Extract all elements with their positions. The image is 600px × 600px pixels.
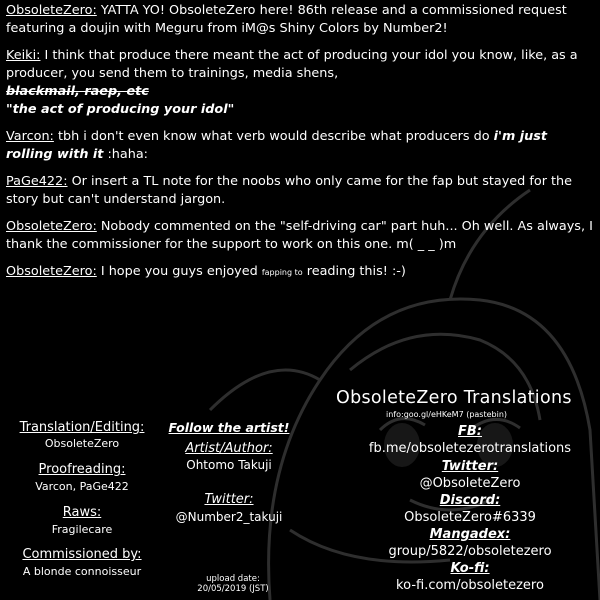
speaker: PaGe422: [6, 174, 68, 189]
artist-author-value: Ohtomo Takuji [186, 458, 272, 472]
pastebin-link[interactable]: info:goo.gl/eHKeM7 (pastebin) [386, 410, 508, 419]
speaker: ObsoleteZero: [6, 264, 97, 279]
upload-date-value: 20/05/2019 (JST) [197, 584, 269, 594]
mangadex-link[interactable]: group/5822/obsoletezero [388, 544, 552, 559]
group-title: ObsoleteZero Translations [336, 388, 572, 408]
note-2 [6, 128, 594, 164]
struck-text: blackmail, raep, etc [6, 84, 149, 99]
discord-heading: Discord: [439, 493, 501, 508]
note-text: Or insert a TL note for the noobs who only came for the fap but stayed for the story but can't understand jargon. [6, 174, 573, 207]
upload-date-label: upload date: [206, 574, 260, 584]
translator-notes [6, 2, 594, 291]
note-emphasis: i'm just rolling with it [6, 129, 547, 162]
note-0 [6, 2, 594, 38]
raws-value: Fragilecare [51, 523, 113, 536]
translation-heading: Translation/Editing: [19, 420, 145, 435]
fb-heading: FB: [458, 424, 482, 439]
note-text: tbh i don't even know what verb would describe what producers do [53, 129, 494, 144]
proofreading-heading: Proofreading: [38, 462, 126, 477]
note-3 [6, 173, 594, 209]
speaker: ObsoleteZero: [6, 3, 97, 18]
note-1 [6, 47, 594, 119]
twitter-heading: Twitter: [441, 459, 499, 474]
mangadex-heading: Mangadex: [429, 527, 511, 542]
note-quote: "the act of producing your idol" [6, 102, 235, 117]
speaker: Varcon: [6, 129, 54, 144]
speaker: Keiki: [6, 48, 41, 63]
artist-twitter-value[interactable]: @Number2_takuji [175, 510, 283, 524]
note-4 [6, 218, 594, 254]
note-text: Nobody commented on the "self-driving car" part huh... Oh well. As always, I thank the commissioner for the support to work on this one. m( _ _ )m [6, 219, 593, 252]
kofi-link[interactable]: ko-fi.com/obsoletezero [396, 578, 544, 593]
commissioned-value: A blonde connoisseur [22, 565, 142, 578]
twitter-link[interactable]: @ObsoleteZero [419, 476, 521, 491]
note-5 [6, 263, 594, 282]
speaker: ObsoleteZero: [6, 219, 97, 234]
fb-link[interactable]: fb.me/obsoletezerotranslations [368, 441, 572, 456]
raws-heading: Raws: [62, 505, 102, 520]
proofreading-value: Varcon, PaGe422 [35, 480, 129, 493]
note-text: I think that produce there meant the act of producing your idol you know, like, as a producer, you send them to trainings, media shens, [6, 48, 578, 81]
upload-date [197, 574, 268, 594]
note-text-end: reading this! :-) [302, 264, 406, 279]
discord-link[interactable]: ObsoleteZero#6339 [404, 510, 536, 525]
translation-value: ObsoleteZero [44, 437, 120, 450]
artist-twitter-heading: Twitter: [204, 492, 254, 507]
tiny-text: fapping to [261, 268, 303, 277]
note-text: I hope you guys enjoyed [96, 264, 262, 279]
commissioned-heading: Commissioned by: [22, 547, 142, 562]
note-text-end: :haha: [103, 147, 148, 162]
artist-author-heading: Artist/Author: [185, 441, 273, 456]
follow-artist-heading: Follow the artist! [168, 420, 290, 435]
note-text: YATTA YO! ObsoleteZero here! 86th release and a commissioned request featuring a doujin with Meguru from iM@s Shiny Colors by Number2! [6, 3, 567, 36]
kofi-heading: Ko-fi: [450, 561, 490, 576]
